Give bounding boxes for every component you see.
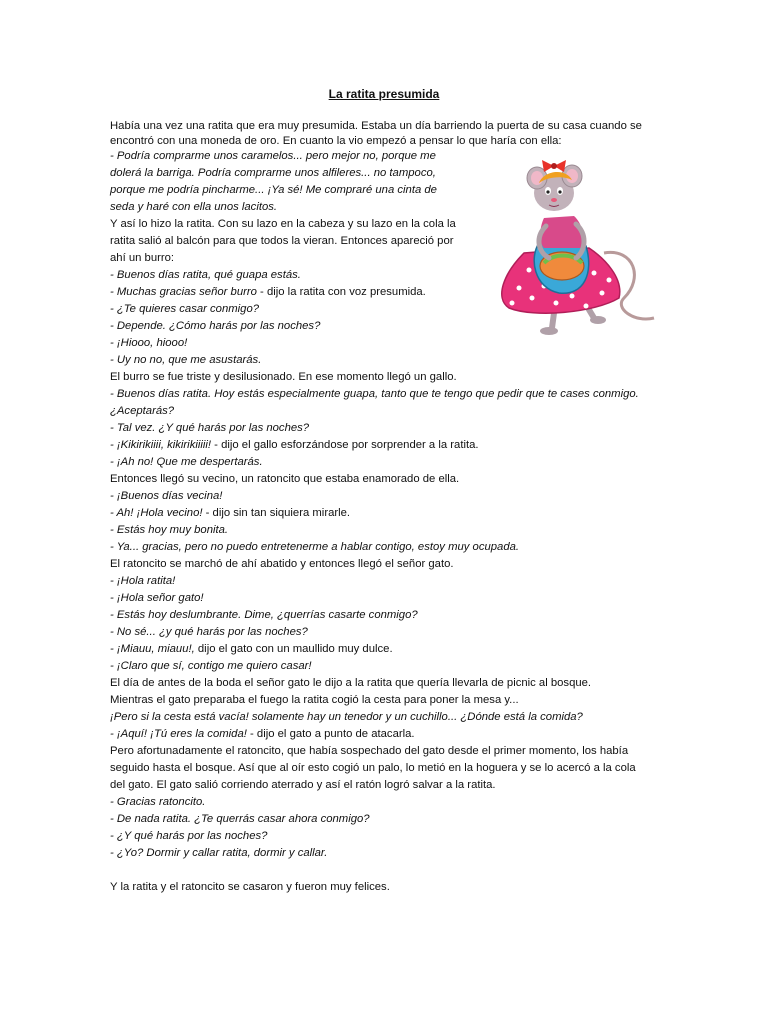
story-line [110, 862, 666, 879]
story-line [110, 403, 666, 420]
story-line-text: - ¡Buenos días vecina! [110, 490, 223, 502]
story-line-text: Mientras el gato preparaba el fuego la ratita cogió la cesta para poner la mesa y... [110, 694, 519, 706]
story-line-text: - Gracias ratoncito. [110, 796, 206, 808]
story-line [110, 777, 666, 794]
story-line-narration: - dijo el gato a punto de atacarla. [246, 728, 415, 740]
story-line-text: - ¿Te quieres casar conmigo? [110, 303, 260, 315]
story-line [110, 624, 666, 641]
story-line [110, 641, 666, 658]
story-line [110, 488, 666, 505]
story-line-text: - ¡Miauu, miauu!, [110, 643, 195, 655]
story-line-text: seguido hasta el bosque. Así que al oír esto cogió un palo, lo metió en la hoguera y se lo acercó a la cola [110, 762, 636, 774]
story-line-narration: - dijo la ratita con voz presumida. [256, 286, 426, 298]
story-line [110, 556, 666, 573]
story-line-text: - ¡Hola ratita! [110, 575, 176, 587]
story-line [110, 352, 666, 369]
story-line [110, 811, 666, 828]
story-line-text: Y la ratita y el ratoncito se casaron y fueron muy felices. [110, 881, 390, 893]
story-line-text: El burro se fue triste y desilusionado. En ese momento llegó un gallo. [110, 371, 457, 383]
story-line [110, 471, 666, 488]
story-line-text: encontró con una moneda de oro. En cuanto la vio empezó a pensar lo que haría con ella: [110, 135, 562, 147]
story-line-text: seda y haré con ella unos lacitos. [110, 201, 278, 213]
story-line [110, 726, 666, 743]
story-line-text: Pero afortunadamente el ratoncito, que había sospechado del gato desde el primer momento, los había [110, 745, 629, 757]
story-line [110, 437, 666, 454]
story-line-text: - ¡Kikirikiiii, kikirikiiiii! [110, 439, 212, 451]
story-line-text: del gato. El gato salió corriendo aterrado y así el ratón logró salvar a la ratita. [110, 779, 496, 791]
story-line-text: - ¿Y qué harás por las noches? [110, 830, 268, 842]
story-line-text: - No sé... ¿y qué harás por las noches? [110, 626, 308, 638]
story-line-text: - Ya... gracias, pero no puedo entretenerme a hablar contigo, estoy muy ocupada. [110, 541, 520, 553]
story-line-text: El día de antes de la boda el señor gato le dijo a la ratita que quería llevarla de picnic al bosque. [110, 677, 592, 689]
story-line [110, 573, 666, 590]
story-line-text: porque me podría pincharme... ¡Ya sé! Me compraré una cinta de [110, 184, 437, 196]
story-line [110, 743, 666, 760]
story-line-text: - ¡Claro que sí, contigo me quiero casar! [110, 660, 312, 672]
story-line [110, 879, 666, 896]
story-line [110, 828, 666, 845]
story-line-text: - Buenos días ratita, qué guapa estás. [110, 269, 301, 281]
story-line-text: - Depende. ¿Cómo harás por las noches? [110, 320, 321, 332]
story-line-text: ahí un burro: [110, 252, 175, 264]
story-line [110, 505, 666, 522]
story-line-text: Entonces llegó su vecino, un ratoncito que estaba enamorado de ella. [110, 473, 460, 485]
story-line-text: Y así lo hizo la ratita. Con su lazo en la cabeza y su lazo en la cola la [110, 218, 456, 230]
story-line-text: dolerá la barriga. Podría comprarme unos alfileres... no tampoco, [110, 167, 436, 179]
mouse-character-illustration [494, 158, 664, 343]
story-line-text: - ¡Aquí! ¡Tú eres la comida! [110, 728, 247, 740]
story-line-text: - Podría comprarme unos caramelos... pero mejor no, porque me [110, 150, 436, 162]
story-line-text: - ¿Yo? Dormir y callar ratita, dormir y callar. [110, 847, 328, 859]
story-line [110, 675, 666, 692]
story-line-text: ratita salió al balcón para que todos la vieran. Entonces apareció por [110, 235, 454, 247]
story-line-text: - ¡Hola señor gato! [110, 592, 204, 604]
story-line-text: ¡Pero si la cesta está vacía! solamente hay un tenedor y un cuchillo... ¿Dónde está la comida? [110, 711, 583, 723]
story-line-text: Había una vez una ratita que era muy presumida. Estaba un día barriendo la puerta de su casa cuando se [110, 120, 642, 132]
story-line-text: - Ah! ¡Hola vecino! [110, 507, 203, 519]
story-line-text: - ¡Ah no! Que me despertarás. [110, 456, 263, 468]
story-line-narration: dijo el gato con un maullido muy dulce. [194, 643, 393, 655]
story-line [110, 133, 666, 148]
story-line [110, 454, 666, 471]
story-line [110, 709, 666, 726]
story-line-text: - Uy no no, que me asustarás. [110, 354, 262, 366]
story-line [110, 386, 666, 403]
story-line-text: ¿Aceptarás? [110, 405, 175, 417]
story-line [110, 658, 666, 675]
story-line [110, 607, 666, 624]
story-line-text: El ratoncito se marchó de ahí abatido y entonces llegó el señor gato. [110, 558, 454, 570]
story-line-text: - Tal vez. ¿Y qué harás por las noches? [110, 422, 310, 434]
story-line-text: - Estás hoy deslumbrante. Dime, ¿querrías casarte conmigo? [110, 609, 418, 621]
story-line [110, 590, 666, 607]
story-line [110, 845, 666, 862]
story-line [110, 369, 666, 386]
story-line [110, 760, 666, 777]
story-line [110, 794, 666, 811]
story-line-narration: - dijo sin tan siquiera mirarle. [202, 507, 351, 519]
story-line [110, 420, 666, 437]
story-line-narration: - dijo el gallo esforzándose por sorprender a la ratita. [211, 439, 479, 451]
story-line-text: - ¡Hiooo, hiooo! [110, 337, 188, 349]
story-line-text: - Estás hoy muy bonita. [110, 524, 229, 536]
story-line [110, 539, 666, 556]
story-line-text: - Buenos días ratita. Hoy estás especialmente guapa, tanto que te tengo que pedir que te cases conmigo. [110, 388, 639, 400]
story-line [110, 118, 666, 133]
story-line [110, 692, 666, 709]
story-line-text: - De nada ratita. ¿Te querrás casar ahora conmigo? [110, 813, 370, 825]
page-title: La ratita presumida [328, 87, 440, 101]
story-line [110, 522, 666, 539]
story-line-text: - Muchas gracias señor burro [110, 286, 257, 298]
